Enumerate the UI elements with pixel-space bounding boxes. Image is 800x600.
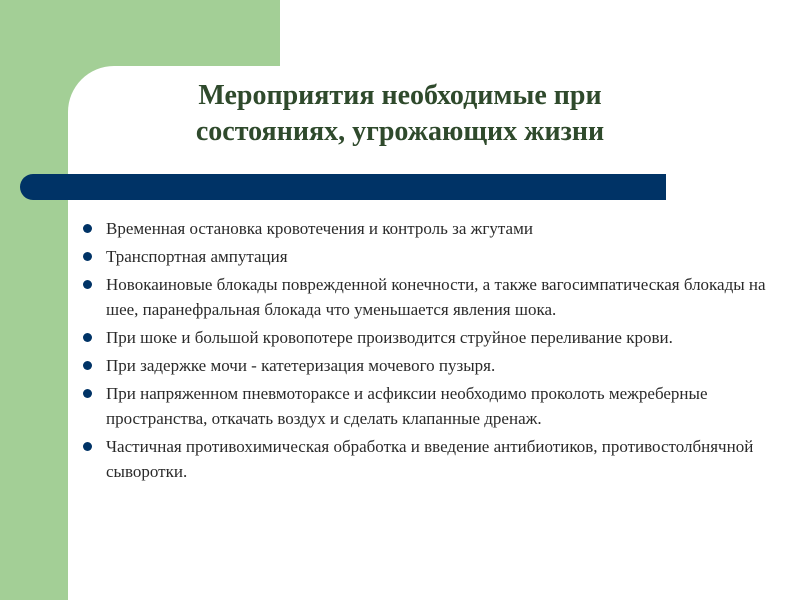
bullet-text: Транспортная ампутация xyxy=(106,247,288,266)
bullet-item xyxy=(82,381,782,431)
slide-title xyxy=(120,78,680,150)
bullet-dot-icon xyxy=(83,361,92,370)
bullet-dot-icon xyxy=(83,442,92,451)
bullet-dot-icon xyxy=(83,224,92,233)
bullet-item xyxy=(82,216,782,241)
bullet-item xyxy=(82,353,782,378)
bullet-item xyxy=(82,434,782,484)
bullet-item xyxy=(82,272,782,322)
bullet-item xyxy=(82,325,782,350)
bullet-dot-icon xyxy=(83,280,92,289)
bullet-list xyxy=(82,216,782,487)
bullet-text: При задержке мочи - катетеризация мочевого пузыря. xyxy=(106,356,496,375)
slide-title-line-2: состояниях, угрожающих жизни xyxy=(195,116,605,147)
slide-title-line-1: Мероприятия необходимые при xyxy=(198,80,602,111)
bullet-dot-icon xyxy=(83,333,92,342)
bullet-item xyxy=(82,244,782,269)
bullet-text: При шоке и большой кровопотере производится струйное переливание крови. xyxy=(106,328,673,347)
bullet-dot-icon xyxy=(83,389,92,398)
divider-bar xyxy=(20,174,666,200)
bullet-text: При напряженном пневмотораксе и асфиксии необходимо проколоть межреберные пространства, откачать воздух и сделать клапанные дренаж. xyxy=(106,384,708,428)
bullet-dot-icon xyxy=(83,252,92,261)
bullet-text: Временная остановка кровотечения и контроль за жгутами xyxy=(106,219,533,238)
bullet-text: Новокаиновые блокады поврежденной конечности, а также вагосимпатическая блокады на шее, паранефральная блокада что уменьшается явления шока. xyxy=(106,275,766,319)
bullet-text: Частичная противохимическая обработка и введение антибиотиков, противостолбнячной сыворотки. xyxy=(106,437,754,481)
